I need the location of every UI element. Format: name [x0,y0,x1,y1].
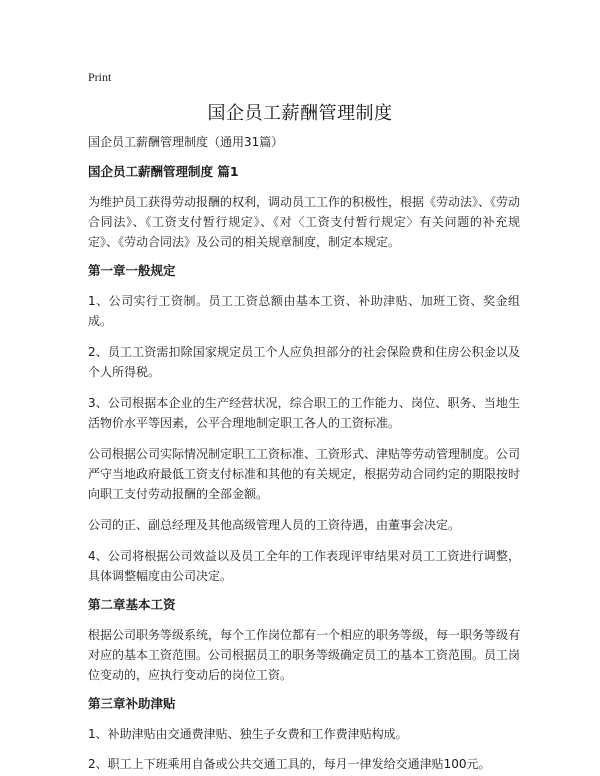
document-body [88,134,520,776]
chapter-2-heading: 第二章基本工资 [88,597,176,612]
chapter-2-item: 根据公司职务等级系统，每个工作岗位都有一个相应的职务等级，每一职务等级有对应的基本工资范围。公司根据员工的职务等级确定员工的基本工资范围。员工岗位变动的，应执行变动后的岗位工资。 [88,628,521,682]
chapter-1-item: 2、员工工资需扣除国家规定员工个人应负担部分的社会保险费和住房公积金以及个人所得税。 [88,345,520,379]
chapter-1-item: 公司的正、副总经理及其他高级管理人员的工资待遇，由董事会决定。 [88,518,461,532]
intro-paragraph: 为维护员工获得劳动报酬的权利，调动员工工作的积极性，根据《劳动法》、《劳动合同法》、《工资支付暂行规定》、《对〈工资支付暂行规定〉有关问题的补充规定》、《劳动合同法》及公司的相关规章制度，制定本规定。 [88,195,521,249]
section-heading: 国企员工薪酬管理制度 篇1 [88,164,239,179]
print-label[interactable]: Print [88,70,112,84]
chapter-1-item: 4、公司将根据公司效益以及员工全年的工作表现评审结果对员工工资进行调整，具体调整幅度由公司决定。 [88,549,520,583]
chapter-3-item: 2、职工上下班乘用自备或公共交通工具的，每月一律发给交通津贴100元。 [88,757,491,771]
chapter-3-item: 1、补助津贴由交通费津贴、独生子女费和工作费津贴构成。 [88,727,408,741]
document-subtitle: 国企员工薪酬管理制度（通用31篇） [88,135,284,149]
chapter-3-heading: 第三章补助津贴 [88,696,176,711]
chapter-1-heading: 第一章一般规定 [88,263,176,278]
chapter-1-item: 公司根据公司实际情况制定职工工资标准、工资形式、津贴等劳动管理制度。公司严守当地政府最低工资支付标准和其他的有关规定，根据劳动合同约定的期限按时向职工支付劳动报酬的全部金额。 [88,447,521,501]
chapter-1-item: 3、公司根据本企业的生产经营状况，综合职工的工作能力、岗位、职务、当地生活物价水平等因素，公平合理地制定职工各人的工资标准。 [88,396,520,430]
chapter-1-item: 1、公司实行工资制。员工工资总额由基本工资、补助津贴、加班工资、奖金组成。 [88,294,520,328]
document-title: 国企员工薪酬管理制度 [207,103,393,124]
